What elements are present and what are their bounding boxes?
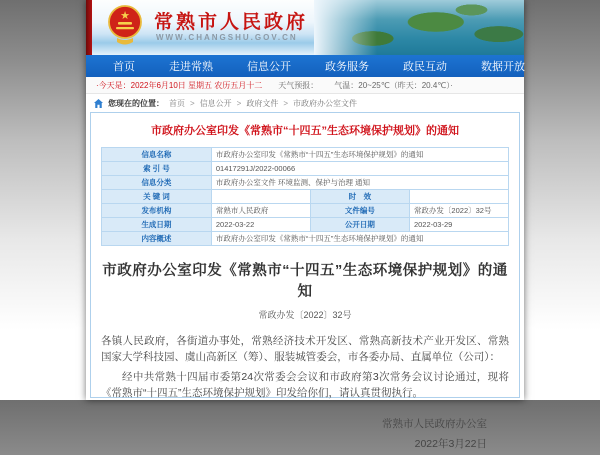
meta-value-category: 市政府办公室文件 环境监测、保护与治理 通知 <box>211 176 508 190</box>
breadcrumb-separator: > <box>283 98 289 108</box>
site-header <box>86 0 524 55</box>
info-bar <box>86 77 524 94</box>
signature-org: 常熟市人民政府办公室 <box>382 418 487 431</box>
home-icon <box>94 99 103 108</box>
document-number: 常政办发〔2022〕32号 <box>258 310 352 320</box>
nav-item-interaction[interactable]: 政民互动 <box>403 61 447 73</box>
meta-label-keywords: 关 键 词 <box>102 190 212 204</box>
weather-label: 天气预报： <box>278 80 319 90</box>
document-paragraph-body: 经中共常熟十四届市委第24次常委会会议和市政府第3次常务会议讨论通过，现将《常熟市“十四五”生态环境保护规划》印发给你们，请认真贯彻执行。 <box>101 370 509 399</box>
meta-value-keywords <box>211 190 310 204</box>
weather-value: 气温：20~25℃（昨天：20.4℃）· <box>334 80 453 90</box>
breadcrumb-separator: > <box>190 98 195 108</box>
meta-value-validity <box>409 190 508 204</box>
national-emblem-icon[interactable] <box>106 4 144 50</box>
meta-value-summary: 市政府办公室印发《常熟市“十四五”生态环境保护规划》的通知 <box>211 232 508 246</box>
meta-value-name: 市政府办公室印发《常熟市“十四五”生态环境保护规划》的通知 <box>211 148 508 162</box>
table-row <box>102 148 509 162</box>
breadcrumb-home[interactable]: 首页 <box>169 98 185 108</box>
meta-label-summary: 内容概述 <box>102 232 212 246</box>
breadcrumb-gov-docs[interactable]: 政府文件 <box>246 98 279 108</box>
meta-value-docnumber: 常政办发〔2022〕32号 <box>409 204 508 218</box>
nav-item-info[interactable]: 信息公开 <box>247 61 291 73</box>
nav-item-about[interactable]: 走进常熟 <box>169 61 213 73</box>
meta-label-category: 信息分类 <box>102 176 212 190</box>
page <box>86 0 525 450</box>
nav-item-services[interactable]: 政务服务 <box>325 61 369 73</box>
header-red-strip <box>86 0 92 55</box>
current-date-text: ·今天是：2022年6月10日 星期五 农历五月十二 <box>96 80 263 90</box>
site-url: WWW.CHANGSHU.GOV.CN <box>156 33 298 42</box>
main-nav <box>86 55 524 77</box>
document-paragraph-recipients: 各镇人民政府，各街道办事处，常熟经济技术开发区、常熟高新技术产业开发区、常熟国家大学科技园、虞山高新区（筹）、服装城管委会，市各委办局、直属单位（公司）： <box>101 335 509 364</box>
signature-block <box>101 415 509 455</box>
nav-item-home[interactable]: 首页 <box>113 61 135 73</box>
meta-value-published: 2022-03-29 <box>409 218 508 232</box>
meta-label-docnumber: 文件编号 <box>310 204 409 218</box>
meta-label-name: 信息名称 <box>102 148 212 162</box>
breadcrumb-info[interactable]: 信息公开 <box>199 98 232 108</box>
meta-label-created: 生成日期 <box>102 218 212 232</box>
breadcrumb-label: 您现在的位置： <box>108 98 164 108</box>
table-row <box>102 204 509 218</box>
meta-label-publisher: 发布机构 <box>102 204 212 218</box>
document-title: 市政府办公室印发《常熟市“十四五”生态环境保护规划》的通知 <box>102 263 508 300</box>
site-title[interactable]: 常熟市人民政府 <box>154 12 309 33</box>
table-row <box>102 176 509 190</box>
article-red-title: 市政府办公室印发《常熟市“十四五”生态环境保护规划》的通知 <box>151 125 459 137</box>
content-panel <box>90 112 520 450</box>
table-row <box>102 162 509 176</box>
header-lake-photo <box>314 0 524 55</box>
table-row <box>102 218 509 232</box>
signature-date: 2022年3月22日 <box>414 438 487 450</box>
nav-item-data[interactable]: 数据开放 <box>481 61 525 73</box>
meta-label-validity: 时 效 <box>310 190 409 204</box>
meta-value-publisher: 常熟市人民政府 <box>211 204 310 218</box>
meta-label-index: 索 引 号 <box>102 162 212 176</box>
breadcrumb-office-docs[interactable]: 市政府办公室文件 <box>293 98 358 108</box>
table-row <box>102 232 509 246</box>
table-row <box>102 190 509 204</box>
meta-value-created: 2022-03-22 <box>211 218 310 232</box>
breadcrumb <box>86 94 524 112</box>
svg-text:★: ★ <box>120 10 130 22</box>
meta-label-published: 公开日期 <box>310 218 409 232</box>
metadata-table <box>101 147 509 246</box>
meta-value-index: 01417291J/2022-00066 <box>211 162 508 176</box>
breadcrumb-separator: > <box>236 98 242 108</box>
